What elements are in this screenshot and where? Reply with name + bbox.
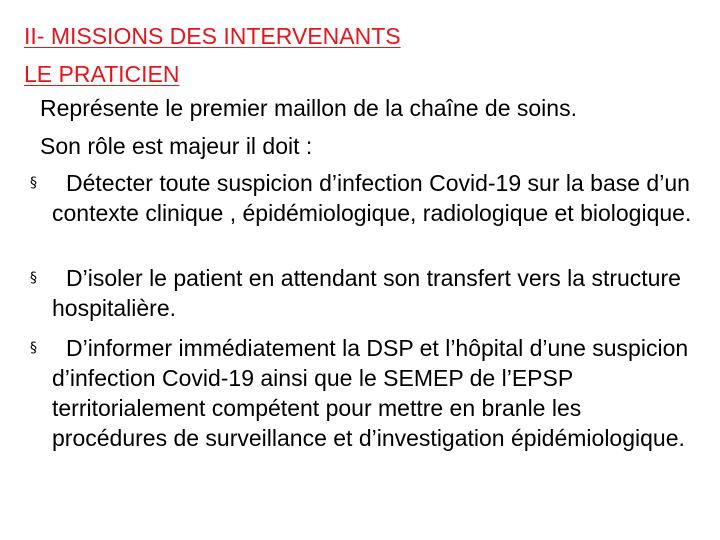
bullet-marker: § — [30, 175, 37, 191]
bullet-marker: § — [30, 340, 37, 356]
list-item-text: D’informer immédiatement la DSP et l’hôpital d’une suspicion d’infection Covid-19 ainsi que le SEMEP de l’EPSP territorialement compétent pour mettre en branle les procédures de surveillance et d’investigation épidémiologique. — [52, 335, 689, 451]
list-item-text: Détecter toute suspicion d’infection Covid-19 sur la base d’un contexte clinique , épidémiologique, radiologique et biologique. — [52, 170, 692, 226]
intro-line: Son rôle est majeur il doit : — [40, 133, 313, 159]
list-item-text: D’isoler le patient en attendant son transfert vers la structure hospitalière. — [52, 265, 681, 321]
bullet-marker: § — [30, 270, 37, 286]
section-title: II- MISSIONS DES INTERVENANTS — [24, 23, 401, 49]
list-item — [30, 263, 700, 323]
list-item — [30, 168, 700, 228]
intro-line: Représente le premier maillon de la chaîne de soins. — [40, 95, 577, 121]
subtitle: LE PRATICIEN — [24, 61, 180, 87]
list-item — [30, 333, 700, 453]
